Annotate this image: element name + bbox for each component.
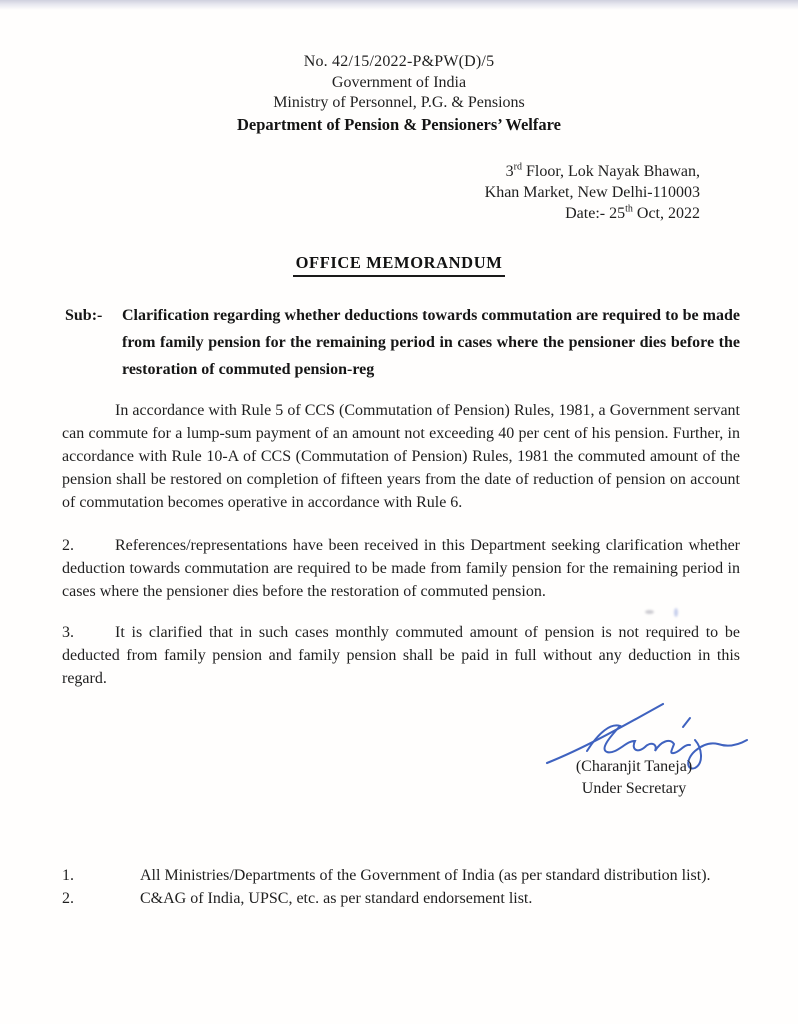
signature-stroke-slash	[547, 704, 663, 763]
distribution-list	[62, 864, 740, 910]
org-line-department: Department of Pension & Pensioners’ Welfare	[237, 114, 561, 134]
title-row	[0, 251, 798, 277]
address-line-city: Khan Market, New Delhi-110003	[484, 184, 700, 201]
letterhead	[0, 0, 798, 135]
distribution-item-1-number: 1.	[62, 867, 74, 884]
signature-stroke-accent	[683, 718, 690, 727]
signatory-name: (Charanjit Taneja)	[575, 758, 693, 775]
subject-block	[65, 302, 740, 383]
reference-number: No. 42/15/2022-P&PW(D)/5	[303, 53, 495, 70]
distribution-item-2	[62, 887, 740, 910]
ink-smudge	[645, 610, 654, 614]
distribution-item-2-text: C&AG of India, UPSC, etc. as per standard endorsement list.	[140, 890, 533, 907]
signatory-block	[534, 756, 734, 800]
paragraph-1	[62, 399, 740, 514]
document-title: OFFICE MEMORANDUM	[293, 251, 506, 277]
distribution-item-1	[62, 864, 740, 887]
distribution-item-1-text: All Ministries/Departments of the Government of India (as per standard distribution list).	[140, 867, 711, 884]
paragraph-2	[62, 534, 740, 603]
paragraph-3-text: It is clarified that in such cases monthly commuted amount of pension is not required to be deducted from family pension and family pension shall be paid in full without any deduction in this regard.	[62, 624, 740, 687]
org-line-government: Government of India	[331, 73, 467, 91]
signature-area	[62, 690, 740, 842]
org-line-ministry: Ministry of Personnel, P.G. & Pensions	[273, 94, 525, 111]
ink-smudge	[674, 608, 678, 617]
subject-label: Sub:-	[65, 307, 103, 324]
paragraph-2-number: 2.	[62, 537, 74, 554]
signatory-designation: Under Secretary	[581, 780, 687, 797]
address-line-floor	[0, 161, 700, 182]
date-text: Date:- 25	[565, 205, 626, 222]
paragraph-3-number: 3.	[62, 624, 74, 641]
paragraph-3	[62, 621, 740, 690]
signature-stroke-letters	[587, 725, 690, 753]
floor-text-rest: Floor, Lok Nayak Bhawan,	[522, 163, 700, 180]
date-text-rest: Oct, 2022	[632, 205, 700, 222]
address-block	[0, 161, 700, 224]
scan-artifact-top-band	[0, 0, 798, 10]
distribution-item-2-number: 2.	[62, 890, 74, 907]
paragraph-2-text: References/representations have been received in this Department seeking clarification whether deduction towards commutation are required to be made from family pension for the remaining period in cases where the pensioner dies before the restoration of commuted pension.	[62, 537, 740, 600]
floor-ordinal-suffix: rd	[513, 161, 522, 173]
floor-text: 3	[505, 163, 514, 180]
date-ordinal-suffix: th	[625, 203, 633, 215]
date-line	[0, 203, 700, 224]
subject-text: Clarification regarding whether deductions towards commutation are required to be made from family pension for the remaining period in cases where the pensioner dies before the restoration of commuted pension-reg	[122, 307, 740, 378]
paragraph-1-text: In accordance with Rule 5 of CCS (Commutation of Pension) Rules, 1981, a Government servant can commute for a lump-sum payment of an amount not exceeding 40 per cent of his pension. Further, in accordance with Rule 10-A of CCS (Commutation of Pension) Rules, 1981 the commuted amount of the pension shall be restored on completion of fifteen years from the date of reduction of pension on account of commutation becomes operative in accordance with Rule 6.	[62, 402, 740, 511]
